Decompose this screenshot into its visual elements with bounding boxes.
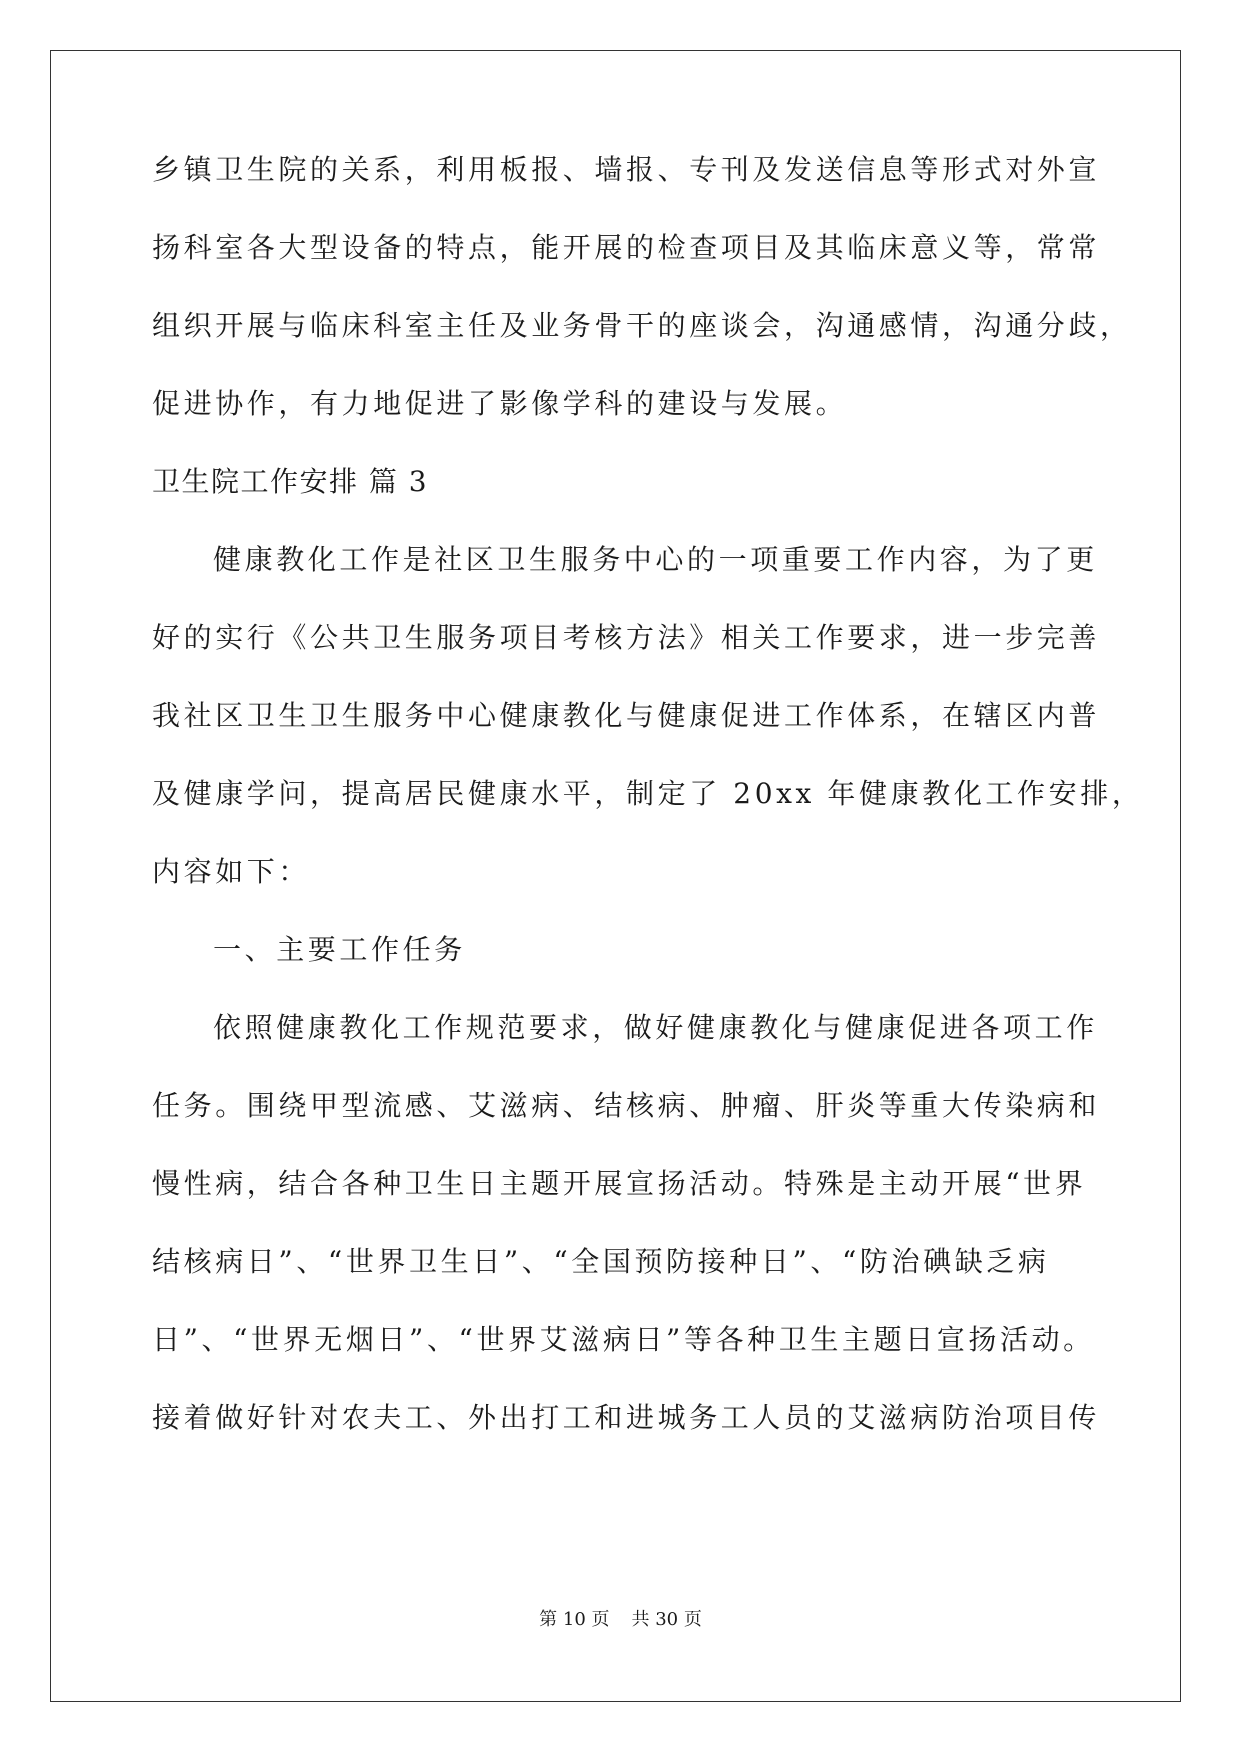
page-footer: [0, 1608, 1241, 1632]
body-line: 组织开展与临床科室主任及业务骨干的座谈会，沟通感情，沟通分歧，: [152, 309, 1132, 342]
section-heading: 卫生院工作安排 篇 3: [152, 465, 429, 498]
body-line: 接着做好针对农夫工、外出打工和进城务工人员的艾滋病防治项目传: [152, 1401, 1101, 1434]
subsection-heading: 一、主要工作任务: [213, 933, 466, 966]
page-total: 共 30 页: [631, 1609, 702, 1630]
body-line: 日”、“世界无烟日”、“世界艾滋病日”等各种卫生主题日宣扬活动。: [152, 1323, 1095, 1356]
body-line: 我社区卫生卫生服务中心健康教化与健康促进工作体系，在辖区内普: [152, 699, 1101, 732]
body-line: 任务。围绕甲型流感、艾滋病、结核病、肿瘤、肝炎等重大传染病和: [152, 1089, 1101, 1122]
page-number: 第 10 页: [539, 1609, 610, 1630]
body-line: 结核病日”、“世界卫生日”、“全国预防接种日”、“防治碘缺乏病: [152, 1245, 1050, 1278]
body-line: 好的实行《公共卫生服务项目考核方法》相关工作要求，进一步完善: [152, 621, 1101, 654]
body-line: 内容如下：: [152, 855, 311, 888]
body-line: 慢性病，结合各种卫生日主题开展宣扬活动。特殊是主动开展“世界: [152, 1167, 1087, 1200]
body-line: 及健康学问，提高居民健康水平，制定了 20xx 年健康教化工作安排，: [152, 777, 1144, 810]
body-line: 扬科室各大型设备的特点，能开展的检查项目及其临床意义等，常常: [152, 231, 1101, 264]
body-line: 促进协作，有力地促进了影像学科的建设与发展。: [152, 387, 848, 420]
paragraph-first-line: 健康教化工作是社区卫生服务中心的一项重要工作内容，为了更: [213, 543, 1098, 576]
paragraph-first-line: 依照健康教化工作规范要求，做好健康教化与健康促进各项工作: [213, 1011, 1098, 1044]
body-line: 乡镇卫生院的关系，利用板报、墙报、专刊及发送信息等形式对外宣: [152, 153, 1101, 186]
